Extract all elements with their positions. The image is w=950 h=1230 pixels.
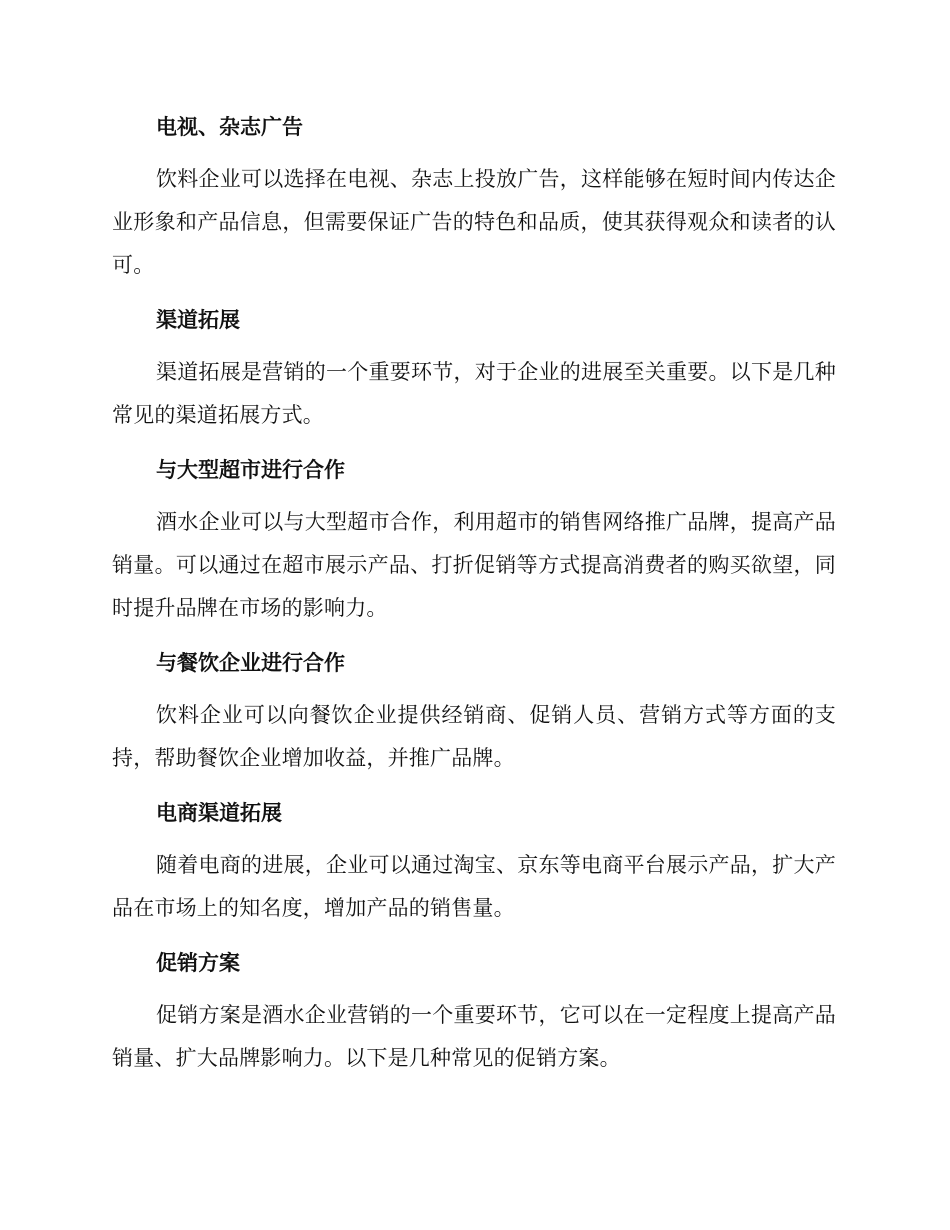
section-ecommerce-expansion xyxy=(112,794,836,930)
section-catering-cooperation xyxy=(112,644,836,780)
section-paragraph: 促销方案是酒水企业营销的一个重要环节，它可以在一定程度上提高产品销量、扩大品牌影响力。以下是几种常见的促销方案。 xyxy=(112,1003,836,1070)
section-promotion-plan xyxy=(112,944,836,1080)
section-heading: 与餐饮企业进行合作 xyxy=(156,651,345,675)
section-heading: 与大型超市进行合作 xyxy=(156,458,345,482)
section-channel-expansion xyxy=(112,301,836,437)
section-tv-magazine-ads xyxy=(112,108,836,287)
section-heading: 电视、杂志广告 xyxy=(156,115,303,139)
section-heading: 促销方案 xyxy=(156,951,240,975)
section-paragraph: 随着电商的进展，企业可以通过淘宝、京东等电商平台展示产品，扩大产品在市场上的知名度，增加产品的销售量。 xyxy=(112,853,836,920)
document-body xyxy=(112,108,836,1094)
section-heading: 渠道拓展 xyxy=(156,308,240,332)
section-supermarket-cooperation xyxy=(112,451,836,630)
section-heading: 电商渠道拓展 xyxy=(156,801,282,825)
section-paragraph: 饮料企业可以选择在电视、杂志上投放广告，这样能够在短时间内传达企业形象和产品信息，但需要保证广告的特色和品质，使其获得观众和读者的认可。 xyxy=(112,167,836,277)
section-paragraph: 饮料企业可以向餐饮企业提供经销商、促销人员、营销方式等方面的支持，帮助餐饮企业增加收益，并推广品牌。 xyxy=(112,703,836,770)
section-paragraph: 渠道拓展是营销的一个重要环节，对于企业的进展至关重要。以下是几种常见的渠道拓展方式。 xyxy=(112,360,836,427)
section-paragraph: 酒水企业可以与大型超市合作，利用超市的销售网络推广品牌，提高产品销量。可以通过在超市展示产品、打折促销等方式提高消费者的购买欲望，同时提升品牌在市场的影响力。 xyxy=(112,510,836,620)
